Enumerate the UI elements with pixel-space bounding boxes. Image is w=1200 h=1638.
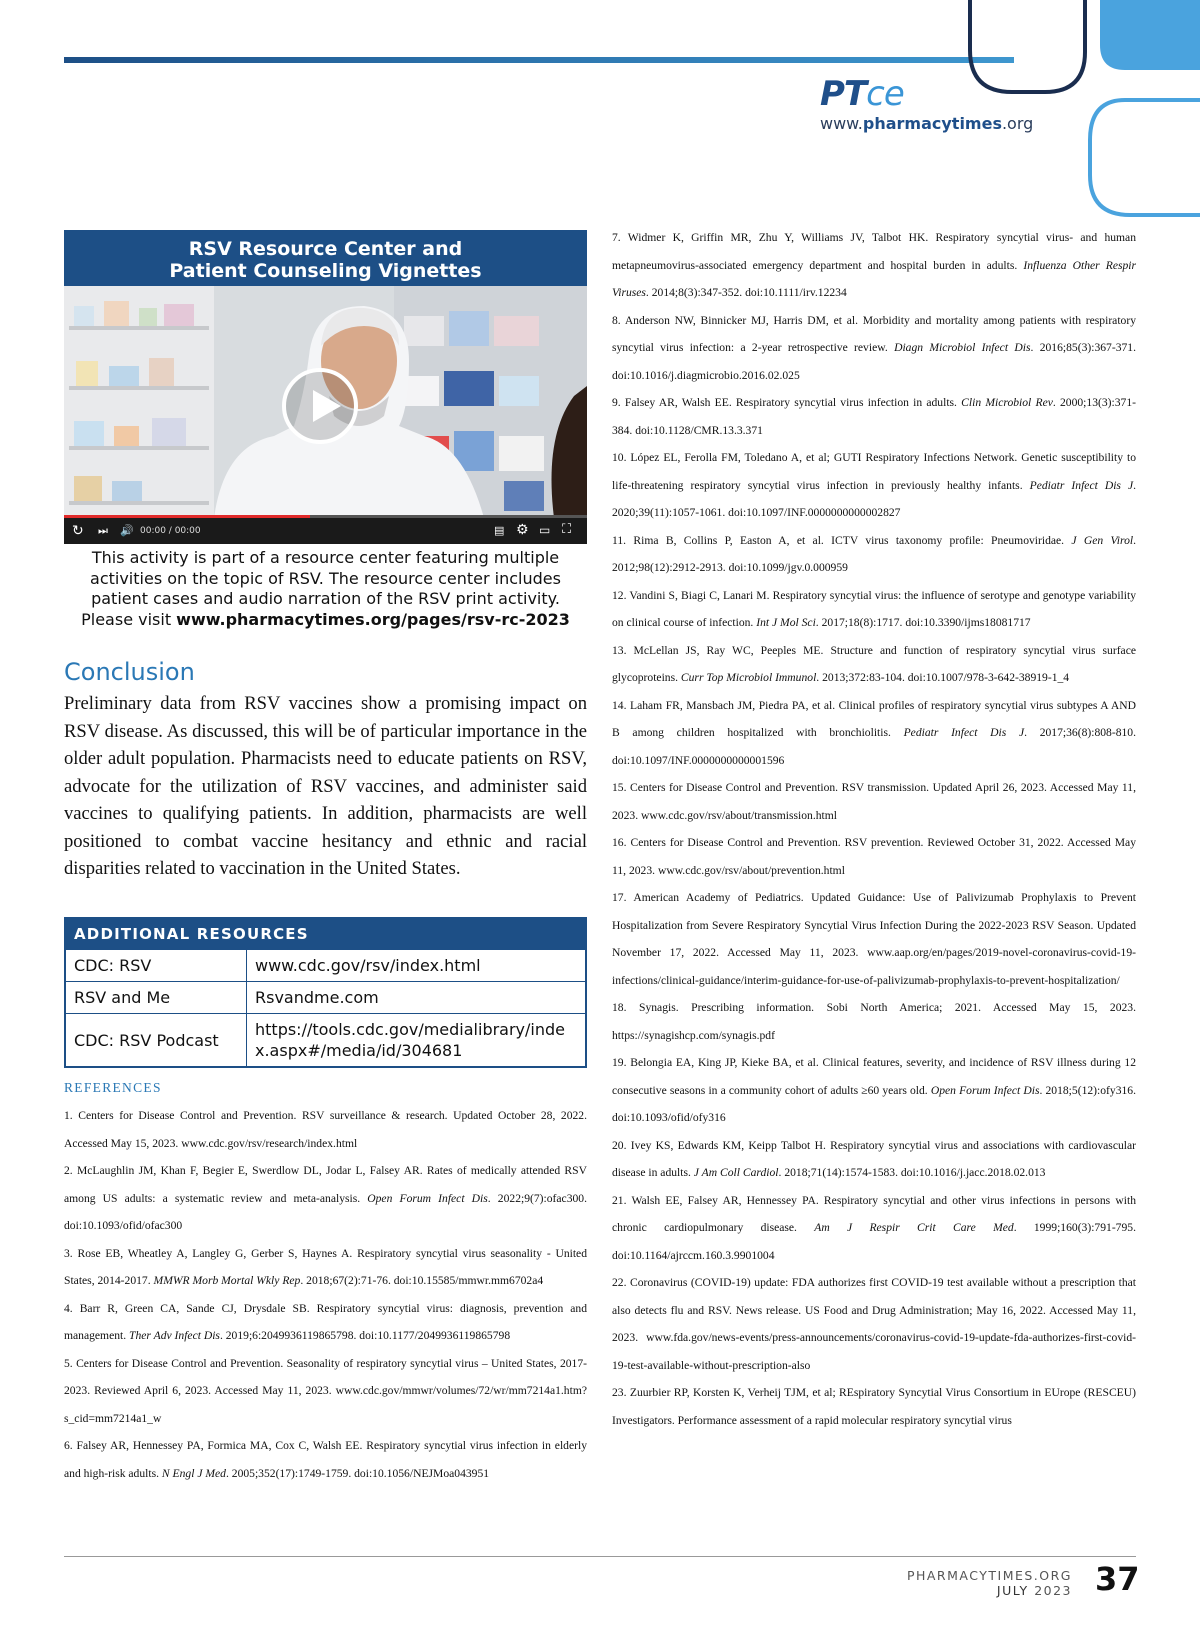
settings-gear-icon[interactable]: ⚙ [516,522,529,538]
video-controls [64,518,587,544]
reference-journal: Ther Adv Infect Dis [129,1329,220,1342]
resource-link[interactable]: Rsvandme.com [247,982,586,1014]
reference-citation: . 2020;39(11):1057-1061. doi:10.1097/INF.0000000000002827 [612,478,1136,519]
brand-main: PT [820,74,867,114]
reference-item [612,692,1136,775]
reference-citation: . 2013;372:83-104. doi:10.1007/978-3-642-38919-1_4 [816,671,1070,684]
additional-resources-table [64,917,587,1068]
reference-text: 3. Rose EB, Wheatley A, Langley G, Gerber S, Haynes A. Respiratory syncytial virus seasonality - United States, 2014-2017. [64,1246,587,1287]
reference-citation: . 2016;85(3):367-371. doi:10.1016/j.diagmicrobio.2016.02.025 [612,341,1136,382]
reference-citation: . 2000;13(3):371-384. doi:10.1128/CMR.13.3.371 [612,396,1136,437]
reference-text: 4. Barr R, Green CA, Sande CJ, Drysdale SB. Respiratory syncytial virus: diagnosis, prevention and management. [64,1301,587,1342]
table-row [66,950,585,982]
reference-text: 6. Falsey AR, Hennessey PA, Formica MA, Cox C, Walsh EE. Respiratory syncytial virus infection in elderly and high-risk adults. [64,1439,587,1480]
reference-item [612,1049,1136,1132]
references-list-right [612,224,1136,1434]
video-title-line1: RSV Resource Center and [188,238,463,260]
reference-item [612,637,1136,692]
reference-text: 8. Anderson NW, Binnicker MJ, Harris DM, et al. Morbidity and mortality among patients with respiratory syncytial virus infection: a 2-year retrospective review. [612,313,1136,354]
reference-item [612,1187,1136,1270]
reference-journal: Clin Microbiol Rev [961,396,1053,409]
caption-text: This activity is part of a resource center featuring multiple activities on the topic of RSV. The resource center includes patient cases and audio narration of the RSV print activity. Please visit [81,548,561,629]
reference-citation: . 2019;6:2049936119865798. doi:10.1177/2049936119865798 [219,1329,511,1342]
resource-link[interactable]: www.cdc.gov/rsv/index.html [247,950,586,982]
video-time: 00:00 / 00:00 [140,526,201,536]
url-bold: pharmacytimes [862,114,1002,133]
reference-text: 23. Zuurbier RP, Korsten K, Verheij TJM, et al; REspiratory Syncytial Virus Consortium in EUrope (RESCEU) Investigators. Performance assessment of a rapid molecular respiratory syncytial virus [612,1386,1136,1427]
resource-label: CDC: RSV [66,950,247,982]
reference-item [612,829,1136,884]
reference-text: 21. Walsh EE, Falsey AR, Hennessey PA. Respiratory syncytial and other virus infections in persons with chronic cardiopulmonary disease. [612,1193,1136,1234]
resource-label: RSV and Me [66,982,247,1014]
table-row [66,982,585,1014]
reference-text: 17. American Academy of Pediatrics. Updated Guidance: Use of Palivizumab Prophylaxis to Prevent Hospitalization from Severe Respiratory Syncytial Virus Infection During the 2022-2023 RSV Season. Updated November 17, 2022. Accessed May 11, 2023. www.aap.org/en/pages/2019-novel-coronavirus-covid-19-infections/clinical-guidance/interim-guidance-for-use-of-palivizumab-prophylaxis-to-prevent-hospitalization/ [612,891,1136,987]
reference-journal: J Gen Virol [1071,533,1134,547]
reference-journal: J Am Coll Cardiol [693,1166,779,1179]
reference-item [612,994,1136,1049]
reference-text: 10. López EL, Ferolla FM, Toledano A, et al; GUTI Respiratory Infections Network. Genetic susceptibility to life-threatening respiratory syncytial virus infection in previously healthy infants. [612,451,1136,492]
reference-journal: N Engl J Med [161,1466,226,1480]
reference-text: 16. Centers for Disease Control and Prevention. RSV prevention. Reviewed October 31, 2022. Accessed May 11, 2023. www.cdc.gov/rsv/about/prevention.html [612,836,1136,877]
reference-item [612,1269,1136,1379]
reference-text: 2. McLaughlin JM, Khan F, Begier E, Swerdlow DL, Jodar L, Falsey AR. Rates of medically attended RSV among US adults: a systematic review and meta-analysis. [64,1164,587,1205]
reference-item [612,527,1136,582]
video-player[interactable] [64,230,587,544]
reference-citation: . 2017;36(8):808-810. doi:10.1097/INF.0000000000001596 [612,726,1136,767]
reference-text: 11. Rima B, Collins P, Easton A, et al. ICTV virus taxonomy profile: Pneumoviridae. [612,533,1072,547]
reference-item [612,224,1136,307]
footer-month: JULY [996,1583,1029,1598]
reference-item [612,307,1136,390]
reference-item [612,389,1136,444]
reference-citation: . 2017;18(8):1717. doi:10.3390/ijms18081717 [815,616,1031,629]
reference-journal: Int J Mol Sci [756,616,816,629]
reference-item [64,1432,587,1487]
reference-item [64,1102,587,1157]
conclusion-heading: Conclusion [64,658,195,686]
reference-item [612,444,1136,527]
reference-citation: . 1999;160(3):791-795. doi:10.1164/ajrccm.160.3.9901004 [612,1221,1136,1262]
reference-citation: . 2012;98(12):2912-2913. doi:10.1099/jgv.0.000959 [612,533,1136,574]
reference-text: 20. Ivey KS, Edwards KM, Keipp Talbot H. Respiratory syncytial virus and associations with cardiovascular disease in adults. [612,1138,1136,1179]
footer-year: 2023 [1034,1583,1072,1598]
reference-item [64,1295,587,1350]
reference-journal: Influenza Other Respir Viruses [612,258,1137,299]
reference-journal: Pediatr Infect Dis J [1029,478,1134,492]
reference-journal: Pediatr Infect Dis J [903,726,1025,739]
reference-citation: . 2022;9(7):ofac300. doi:10.1093/ofid/ofac300 [64,1191,587,1232]
reference-journal: Open Forum Infect Dis [930,1083,1040,1097]
reference-text: 19. Belongia EA, King JP, Kieke BA, et al. Clinical features, severity, and incidence of RSV illness during 12 consecutive seasons in a community cohort of adults ≥60 years old. [612,1056,1136,1097]
reference-journal: Curr Top Microbiol Immunol [680,671,817,684]
reference-citation: . 2005;352(17):1749-1759. doi:10.1056/NEJMoa043951 [225,1466,490,1480]
reference-citation: . 2018;71(14):1574-1583. doi:10.1016/j.jacc.2018.02.013 [778,1166,1046,1179]
reference-text: 9. Falsey AR, Walsh EE. Respiratory syncytial virus infection in adults. [612,396,962,409]
reference-journal: MMWR Morb Mortal Wkly Rep [153,1274,301,1287]
video-title [64,230,587,286]
reference-journal: Am J Respir Crit Care Med [814,1221,1014,1234]
resources-heading: ADDITIONAL RESOURCES [66,919,585,949]
miniplayer-icon[interactable]: ▭ [539,523,551,537]
resource-label: CDC: RSV Podcast [66,1014,247,1067]
table-row [66,1014,585,1067]
reference-text: 12. Vandini S, Biagi C, Lanari M. Respiratory syncytial virus: the influence of serotype and genotype variability on clinical course of infection. [612,588,1136,629]
play-button-icon[interactable] [282,368,358,444]
footer-rule [64,1556,1136,1557]
reference-text: 14. Laham FR, Mansbach JM, Piedra PA, et al. Clinical profiles of respiratory syncytial virus subtypes A AND B among children hospitalized with bronchiolitis. [612,698,1136,739]
video-thumbnail [64,286,587,518]
references-heading: REFERENCES [64,1080,162,1095]
reference-item [64,1240,587,1295]
reference-text: 18. Synagis. Prescribing information. Sobi North America; 2021. Accessed May 15, 2023. https://synagishcp.com/synagis.pdf [612,1001,1136,1042]
fullscreen-icon[interactable]: ⛶ [562,522,572,537]
url-suffix: .org [1001,114,1034,133]
reference-item [612,774,1136,829]
video-title-line2: Patient Counseling Vignettes [169,260,482,282]
reference-item [612,1379,1136,1434]
reference-journal: Open Forum Infect Dis [367,1191,488,1205]
reference-item [612,884,1136,994]
resource-link[interactable]: https://tools.cdc.gov/medialibrary/index.aspx#/media/id/304681 [247,1014,586,1067]
reference-text: 7. Widmer K, Griffin MR, Zhu Y, Williams JV, Talbot HK. Respiratory syncytial virus- and human metapneumovirus-associated emergency department and hospital burden in adults. [612,231,1136,272]
reference-item [64,1350,587,1433]
footer-site: PHARMACYTIMES.ORG [906,1568,1072,1583]
brand-suffix: ce [866,74,904,114]
references-list-left [64,1102,587,1487]
replay-icon[interactable]: ↻ [72,523,84,539]
url-prefix: www. [820,114,863,133]
reference-citation: . 2018;5(12):ofy316. doi:10.1093/ofid/ofy316 [612,1083,1136,1124]
skip-icon[interactable]: ⏭ [98,524,108,537]
reference-text: 13. McLellan JS, Ray WC, Peeples ME. Structure and function of respiratory syncytial virus surface glycoproteins. [612,643,1136,684]
brand-logo[interactable] [820,76,1060,133]
reference-text: 1. Centers for Disease Control and Prevention. RSV surveillance & research. Updated October 28, 2022. Accessed May 15, 2023. www.cdc.gov/rsv/research/index.html [64,1109,587,1150]
reference-item [64,1157,587,1240]
reference-citation: . 2018;67(2):71-76. doi:10.15585/mmwr.mm6702a4 [300,1274,544,1287]
reference-text: 22. Coronavirus (COVID-19) update: FDA authorizes first COVID-19 test available without a prescription that also detects flu and RSV. News release. US Food and Drug Administration; May 16, 2022. Accessed May 11, 2023. www.fda.gov/news-events/press-announcements/coronavirus-covid-19-update-fda-authorizes-first-covid-19-test-available-without-prescription-also [612,1276,1136,1372]
video-caption [64,548,587,630]
captions-icon[interactable]: ▤ [494,524,505,537]
reference-text: 5. Centers for Disease Control and Prevention. Seasonality of respiratory syncytial virus – United States, 2017-2023. Reviewed April 6, 2023. Accessed May 11, 2023. www.cdc.gov/mmwr/volumes/72/wr/mm7214a1.htm?s_cid=mm7214a1_w [64,1356,587,1425]
footer-info [907,1568,1072,1598]
reference-item [612,582,1136,637]
reference-item [612,1132,1136,1187]
reference-journal: Diagn Microbiol Infect Dis [894,341,1031,354]
resource-center-link[interactable]: www.pharmacytimes.org/pages/rsv-rc-2023 [176,609,570,629]
reference-citation: . 2014;8(3):347-352. doi:10.1111/irv.12234 [645,286,847,299]
conclusion-body: Preliminary data from RSV vaccines show a promising impact on RSV disease. As discussed, this will be of particular importance in the older adult population. Pharmacists need to educate patients on RSV, advocate for the utilization of RSV vaccines, and administer said vaccines to qualifying patients. In addition, pharmacists are well positioned to combat vaccine hesitancy and ethnic and racial disparities related to vaccination in the United States. [64,693,587,879]
page-number: 37 [1095,1560,1140,1598]
header-rule [64,57,1014,63]
reference-text: 15. Centers for Disease Control and Prevention. RSV transmission. Updated April 26, 2023. Accessed May 11, 2023. www.cdc.gov/rsv/about/transmission.html [612,781,1136,822]
volume-icon[interactable]: 🔊 [120,524,134,537]
